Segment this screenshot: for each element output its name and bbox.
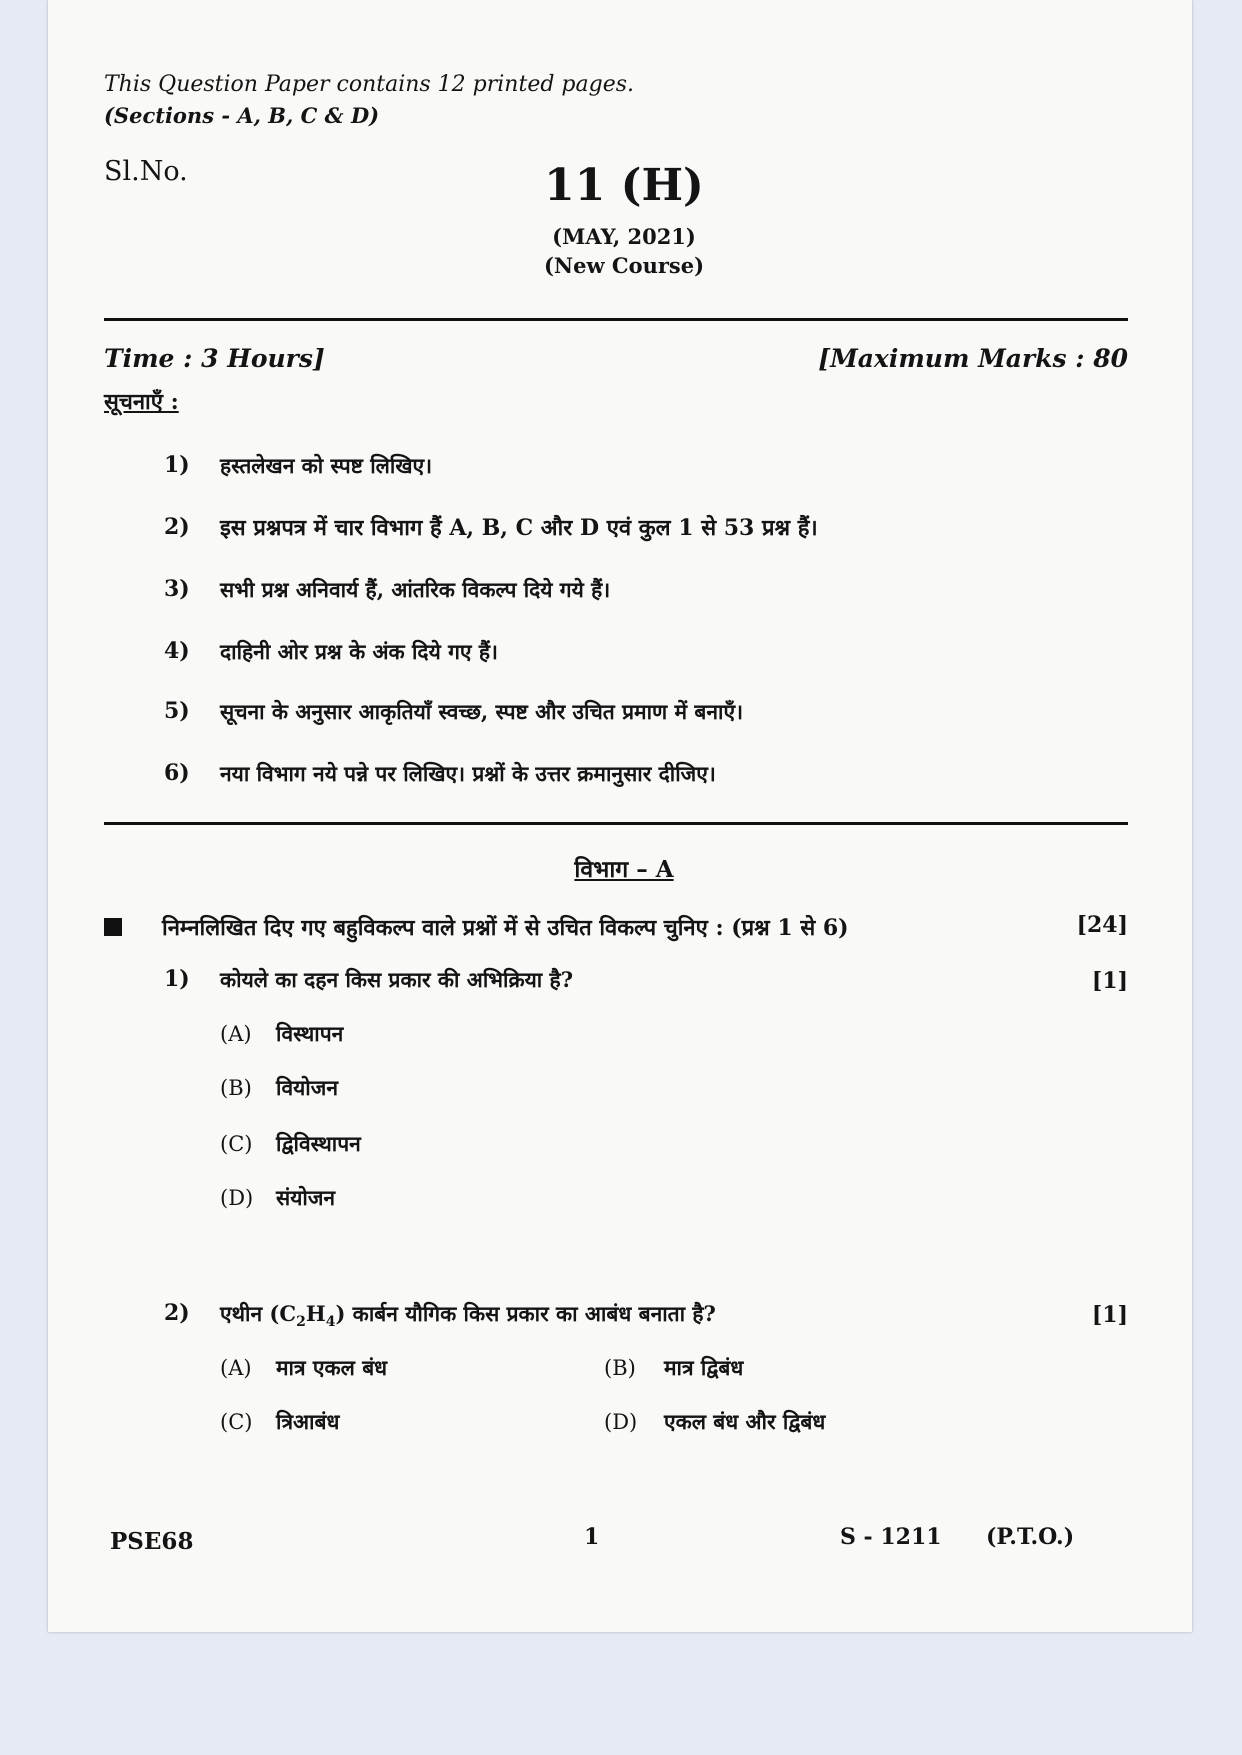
- option-text: एकल बंध और द्विबंध: [664, 1409, 826, 1434]
- section-a-title-text: विभाग – A: [574, 856, 674, 883]
- instruction-text: दाहिनी ओर प्रश्न के अंक दिये गए हैं।: [220, 639, 498, 664]
- footer-paper-code: PSE68: [110, 1528, 194, 1555]
- sections-line: (Sections - A, B, C & D): [104, 103, 380, 128]
- question-text: [220, 1300, 716, 1330]
- footer-page-number: 1: [584, 1524, 600, 1550]
- question-number: 1): [164, 966, 190, 992]
- square-bullet-icon: [104, 918, 122, 936]
- question-text-after: ) कार्बन यौगिक किस प्रकार का आबंध बनाता है?: [335, 1301, 716, 1326]
- option-text: संयोजन: [276, 1185, 336, 1210]
- instructions-divider: [104, 822, 1128, 825]
- subscript-hydrogen: 4: [325, 1314, 336, 1331]
- subscript-carbon: 2: [296, 1314, 306, 1331]
- instruction-number: 5): [164, 698, 190, 724]
- instruction-number: 4): [164, 638, 190, 664]
- header-divider: [104, 318, 1128, 321]
- option-label: (D): [220, 1186, 254, 1210]
- question-text: कोयले का दहन किस प्रकार की अभिक्रिया है?: [220, 967, 574, 992]
- instruction-text: नया विभाग नये पन्ने पर लिखिए। प्रश्नों के उत्तर क्रमानुसार दीजिए।: [220, 761, 716, 786]
- instruction-number: 1): [164, 452, 190, 478]
- instruction-number: 6): [164, 760, 190, 786]
- option-text: मात्र एकल बंध: [276, 1355, 388, 1380]
- footer-series: S - 1211: [840, 1524, 942, 1550]
- instruction-text: हस्तलेखन को स्पष्ट लिखिए।: [220, 453, 433, 478]
- instruction-number: 3): [164, 576, 190, 602]
- instruction-text: सूचना के अनुसार आकृतियाँ स्वच्छ, स्पष्ट और उचित प्रमाण में बनाएँ।: [220, 699, 744, 724]
- option-label: (C): [220, 1132, 253, 1156]
- section-a-directive: निम्नलिखित दिए गए बहुविकल्प वाले प्रश्नों में से उचित विकल्प चुनिए : (प्रश्न 1 से 6): [162, 915, 849, 941]
- option-label: (A): [220, 1356, 252, 1380]
- option-label: (B): [220, 1076, 252, 1100]
- option-text: द्विविस्थापन: [276, 1131, 361, 1156]
- paper-code: 11 (H): [544, 160, 704, 211]
- section-a-marks: [24]: [1076, 912, 1128, 938]
- question-number: 2): [164, 1300, 190, 1326]
- option-label: (A): [220, 1022, 252, 1046]
- instruction-text: इस प्रश्नपत्र में चार विभाग हैं A, B, C और D एवं कुल 1 से 53 प्रश्न हैं।: [220, 515, 818, 541]
- question-marks: [1]: [1091, 1302, 1128, 1328]
- maximum-marks: [Maximum Marks : 80: [818, 344, 1128, 373]
- option-text: विस्थापन: [276, 1021, 344, 1046]
- option-label: (D): [604, 1410, 638, 1434]
- section-a-title: [474, 852, 774, 884]
- serial-number-label: Sl.No.: [104, 156, 188, 187]
- time-allowed: Time : 3 Hours]: [104, 344, 325, 373]
- question-text-before: एथीन (C: [220, 1301, 297, 1326]
- option-text: वियोजन: [276, 1075, 338, 1100]
- instructions-title: सूचनाएँ :: [104, 389, 179, 415]
- question-text-mid: H: [305, 1301, 326, 1326]
- option-text: मात्र द्विबंध: [664, 1355, 744, 1380]
- question-paper-page: [48, 0, 1192, 1632]
- exam-date: (MAY, 2021): [552, 224, 696, 249]
- option-label: (B): [604, 1356, 636, 1380]
- question-marks: [1]: [1091, 968, 1128, 994]
- instruction-text: सभी प्रश्न अनिवार्य हैं, आंतरिक विकल्प दिये गये हैं।: [220, 577, 611, 602]
- option-text: त्रिआबंध: [276, 1409, 340, 1434]
- pages-line: This Question Paper contains 12 printed pages.: [104, 72, 634, 97]
- instruction-number: 2): [164, 514, 190, 540]
- course-type: (New Course): [543, 253, 705, 278]
- option-label: (C): [220, 1410, 253, 1434]
- footer-pto: (P.T.O.): [986, 1524, 1075, 1550]
